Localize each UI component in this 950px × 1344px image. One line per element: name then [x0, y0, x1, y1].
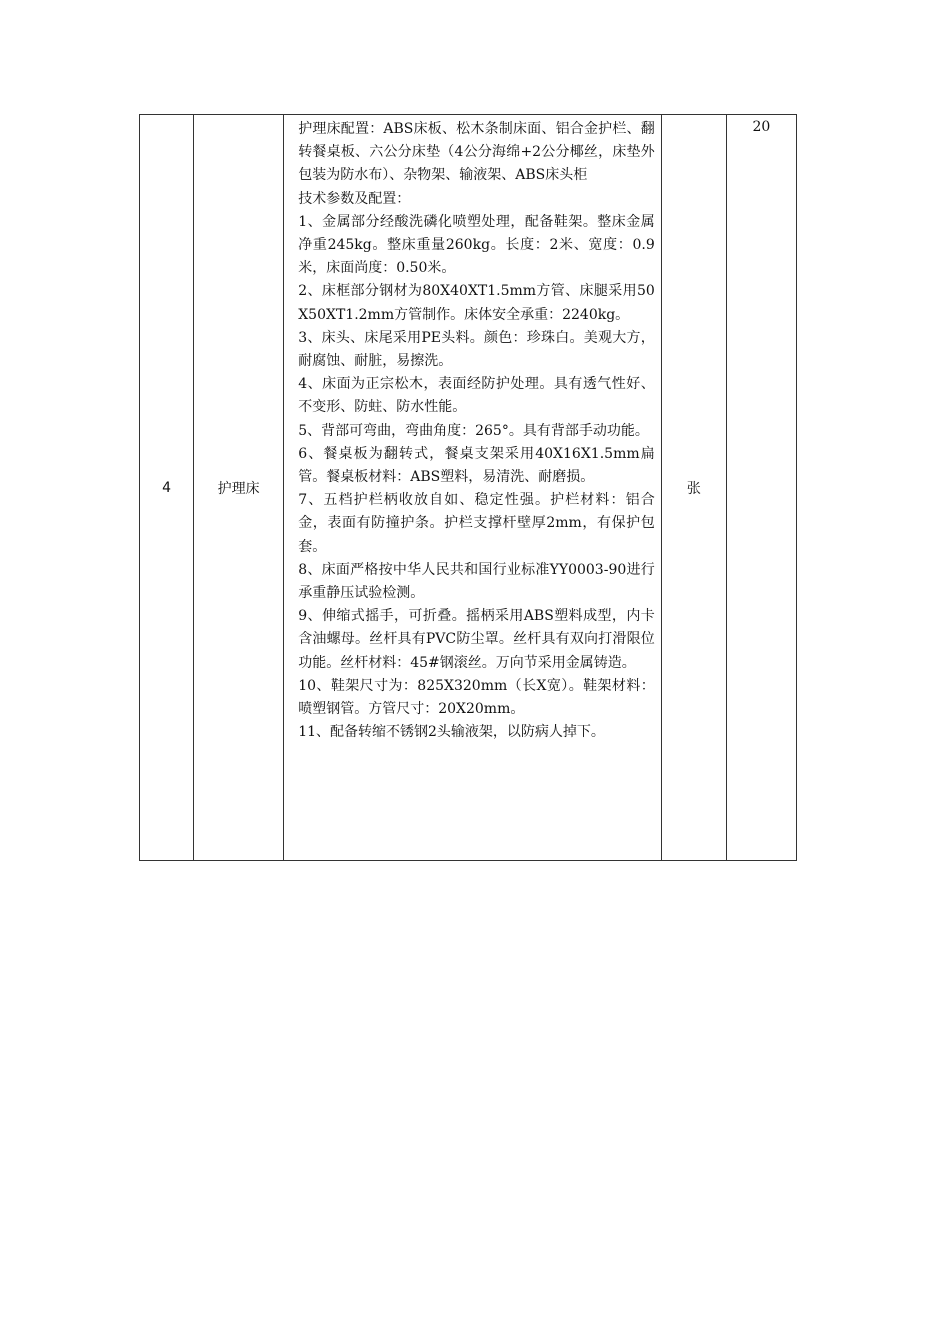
description-paragraph: 6、餐桌板为翻转式，餐桌支架采用40X16X1.5mm扁管。餐桌板材料：ABS塑料，易清洗、耐磨损。 [298, 445, 655, 486]
item-name: 护理床 [217, 480, 260, 497]
item-number: 4 [162, 479, 171, 496]
product-spec-table [139, 114, 797, 861]
item-quantity: 20 [752, 119, 771, 135]
description-paragraph: 技术参数及配置： [298, 190, 411, 207]
item-number-cell [140, 115, 194, 861]
description-paragraph: 1、金属部分经酸洗磷化喷塑处理，配备鞋架。整床金属净重245kg。整床重量260kg。长度：2米、宽度：0.9米，床面尚度：0.50米。 [298, 213, 655, 277]
item-description [284, 115, 661, 744]
item-unit-cell [661, 115, 726, 861]
description-paragraph: 护理床配置：ABS床板、松木条制床面、铝合金护栏、翻转餐桌板、六公分床垫（4公分海绵+2公分椰丝，床垫外包装为防水布）、杂物架、输液架、ABS床头柜 [298, 121, 655, 184]
description-paragraph: 5、背部可弯曲，弯曲角度：265°。具有背部手动功能。 [298, 422, 649, 439]
item-unit: 张 [686, 480, 701, 497]
description-paragraph: 4、床面为正宗松木，表面经防护处理。具有透气性好、不变形、防蛀、防水性能。 [298, 376, 655, 416]
description-paragraph: 7、五档护栏柄收放自如、稳定性强。护栏材料：铝合金，表面有防撞护条。护栏支撑杆壁厚2mm，有保护包套。 [298, 492, 655, 555]
table-row [140, 115, 797, 861]
description-paragraph: 9、伸缩式摇手，可折叠。摇柄采用ABS塑料成型，内卡含油螺母。丝杆具有PVC防尘罩。丝杆具有双向打滑限位功能。丝杆材料：45#钢滚丝。万向节采用金属铸造。 [298, 608, 655, 671]
description-paragraph: 11、配备转缩不锈钢2头输液架，以防病人掉下。 [298, 724, 605, 741]
description-paragraph: 3、床头、床尾采用PE头料。颜色：珍珠白。美观大方，耐腐蚀、耐脏，易擦洗。 [298, 329, 655, 370]
description-clip [284, 115, 661, 860]
description-paragraph: 8、床面严格按中华人民共和国行业标准YY0003-90进行承重静压试验检测。 [298, 561, 655, 602]
item-quantity-cell [726, 115, 796, 861]
item-name-cell [194, 115, 284, 861]
description-paragraph: 10、鞋架尺寸为：825X320mm（长X宽）。鞋架材料：喷塑钢管。方管尺寸：20X20mm。 [298, 677, 655, 718]
item-description-cell [284, 115, 662, 861]
description-paragraph: 2、床框部分钢材为80X40XT1.5mm方管、床腿采用50X50XT1.2mm方管制作。床体安全承重：2240kg。 [298, 283, 655, 323]
